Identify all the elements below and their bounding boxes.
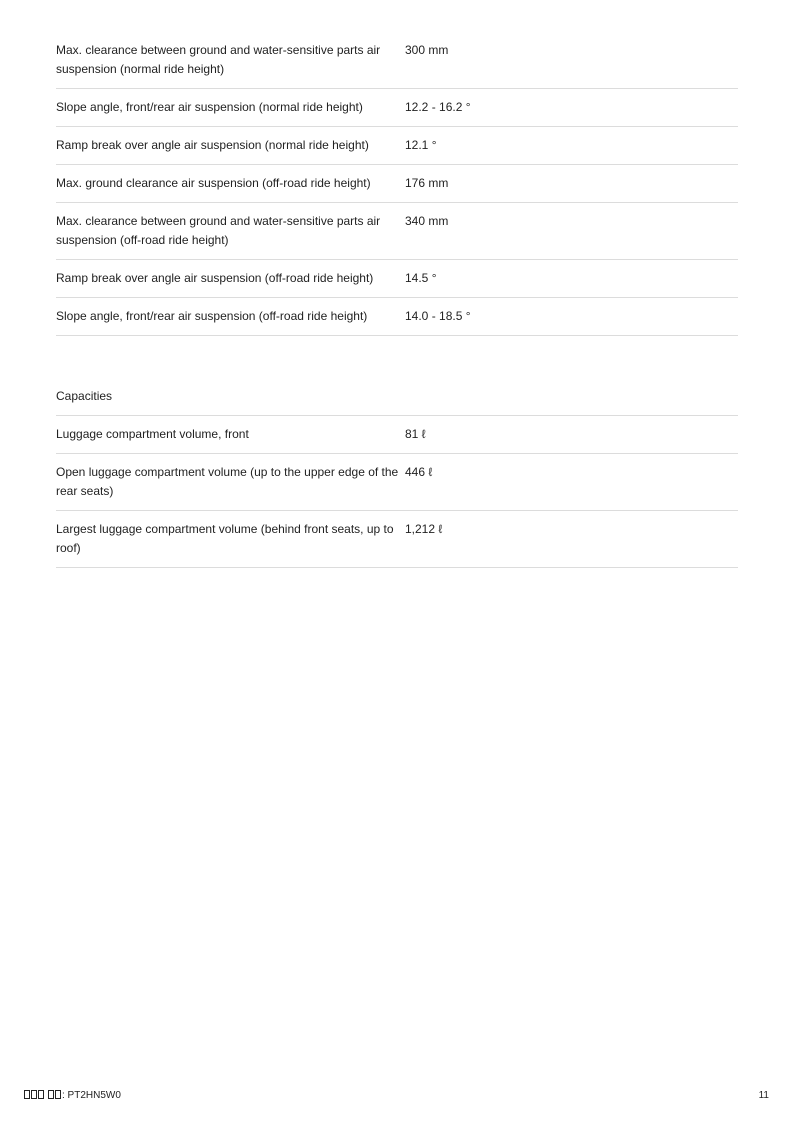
table-row bbox=[56, 165, 738, 203]
row-label: Ramp break over angle air suspension (off-road ride height) bbox=[56, 271, 374, 285]
section-heading: Capacities bbox=[56, 378, 738, 416]
row-label: Open luggage compartment volume (up to the upper edge of the rear seats) bbox=[56, 465, 399, 498]
table-row bbox=[56, 203, 738, 260]
row-label: Ramp break over angle air suspension (normal ride height) bbox=[56, 138, 369, 152]
table-row bbox=[56, 511, 738, 568]
row-value: 300 mm bbox=[405, 43, 449, 57]
ride-height-table bbox=[56, 32, 738, 336]
row-label: Slope angle, front/rear air suspension (normal ride height) bbox=[56, 100, 363, 114]
row-label: Largest luggage compartment volume (behind front seats, up to roof) bbox=[56, 522, 394, 555]
row-label: Luggage compartment volume, front bbox=[56, 427, 249, 441]
table-row bbox=[56, 416, 738, 454]
footer-document-code bbox=[24, 1089, 121, 1104]
missing-glyph-icon bbox=[24, 1090, 62, 1104]
table-row bbox=[56, 298, 738, 336]
row-value: 340 mm bbox=[405, 214, 449, 228]
row-value: 1,212 ℓ bbox=[405, 522, 443, 536]
row-value: 176 mm bbox=[405, 176, 449, 190]
capacities-section bbox=[56, 378, 738, 568]
table-row bbox=[56, 260, 738, 298]
table-row bbox=[56, 89, 738, 127]
row-label: Slope angle, front/rear air suspension (off-road ride height) bbox=[56, 309, 368, 323]
row-value: 14.0 - 18.5 ° bbox=[405, 309, 471, 323]
row-label: Max. clearance between ground and water-sensitive parts air suspension (normal ride height) bbox=[56, 43, 381, 76]
table-row bbox=[56, 32, 738, 89]
row-value: 12.2 - 16.2 ° bbox=[405, 100, 471, 114]
row-label: Max. ground clearance air suspension (off-road ride height) bbox=[56, 176, 371, 190]
row-value: 14.5 ° bbox=[405, 271, 437, 285]
row-value: 81 ℓ bbox=[405, 427, 426, 441]
page-number: 11 bbox=[758, 1090, 769, 1101]
spec-content bbox=[56, 32, 738, 568]
document-code: : PT2HN5W0 bbox=[62, 1090, 121, 1101]
row-value: 446 ℓ bbox=[405, 465, 433, 479]
section-spacer bbox=[56, 336, 738, 378]
table-row bbox=[56, 454, 738, 511]
table-row bbox=[56, 127, 738, 165]
row-value: 12.1 ° bbox=[405, 138, 437, 152]
row-label: Max. clearance between ground and water-sensitive parts air suspension (off-road ride height) bbox=[56, 214, 381, 247]
